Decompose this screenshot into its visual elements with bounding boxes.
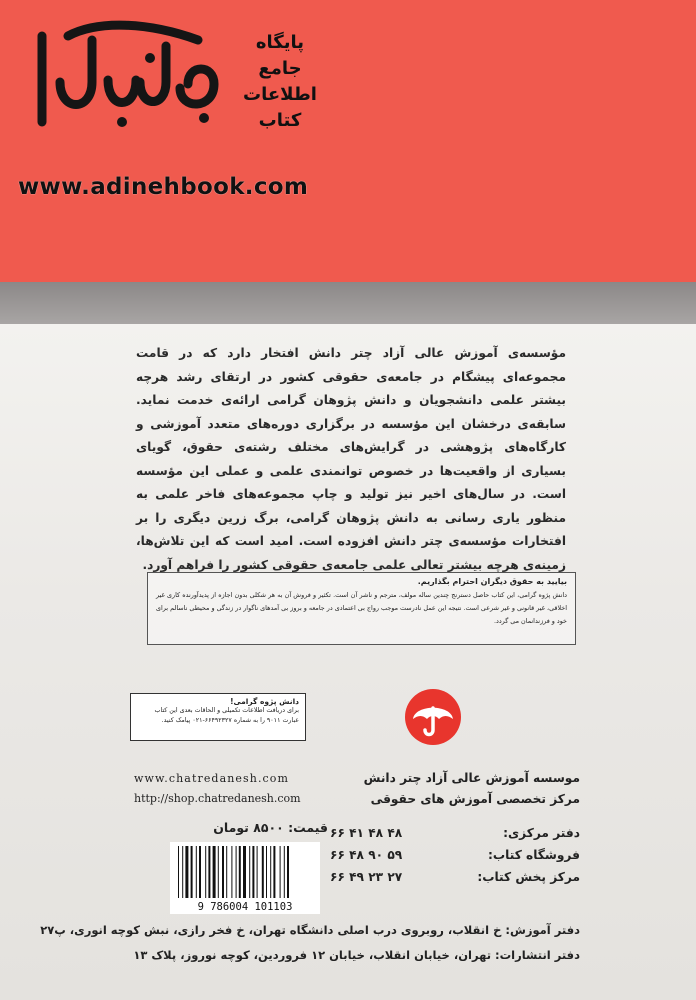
contact-number: ۶۶ ۴۹ ۲۳ ۲۷ (330, 870, 403, 884)
barcode-bar (239, 846, 241, 898)
barcode-bar (178, 846, 179, 898)
barcode-bar (284, 846, 285, 898)
isbn-barcode (170, 842, 320, 914)
barcode-bar (231, 846, 232, 898)
adinehbook-url[interactable]: www.adinehbook.com (18, 174, 309, 200)
barcode-bar (266, 846, 267, 898)
copyright-notice-box (147, 572, 576, 645)
barcode-bar (218, 846, 219, 898)
tagline-line: جامع (258, 58, 302, 79)
barcode-bar (270, 846, 271, 898)
barcode-bar (273, 846, 275, 898)
umbrella-logo-icon (404, 688, 462, 746)
barcode-bar (249, 846, 250, 898)
contact-row (330, 826, 580, 848)
barcode-bar (262, 846, 264, 898)
contact-label: مرکز پخش کتاب: (477, 870, 580, 884)
gray-divider-band (0, 282, 696, 324)
contact-label: فروشگاه کتاب: (488, 848, 580, 862)
website-url[interactable]: www.chatredanesh.com (134, 772, 290, 785)
tagline-line: پایگاه (255, 32, 305, 53)
barcode-bar (199, 846, 201, 898)
tagline-line: اطلاعات (243, 84, 317, 105)
barcode-bar (287, 846, 289, 898)
notice-body: دانش پژوه گرامی، این کتاب حاصل دسترنج چندین ساله مولف، مترجم و ناشر آن است. تکثیر و فروش آن به هر شکلی بدون اجازه از پدیدآورنده کاری غیر اخلاقی، غیر قانونی و غیر شرعی است. نتیجه این عمل نادرست موجب رواج بی اعتمادی در جامعه و بروز بی آمدهای ناگوار در زندگی و محیطی ناسالم برای خود و فرزندانمان می گردد. (156, 591, 567, 625)
contact-label: دفتر مرکزی: (503, 826, 580, 840)
intro-paragraph: مؤسسه‌ی آموزش عالی آزاد چتر دانش افتخار دارد که در قامت مجموعه‌ای پیشگام در جامعه‌ی حقوقی کشور در ارتقای رشد هرچه بیشتر علمی دانشجویان و دانش پژوهان گرامی ارائه‌ی خدمت نماید. سابقه‌ی درخشان این مؤسسه در برگزاری دوره‌های متعدد آموزشی و کارگاه‌های پژوهشی در گرایش‌های مختلف رشته‌ی حقوق، گویای بسیاری از واقعیت‌ها در خصوص توانمندی علمی و عملی این مؤسسه است. در سال‌های اخیر نیز تولید و چاپ مجموعه‌های فاخر علمی به منظور یاری رسانی به دانش پژوهان گرامی، برگ زرین دیگری را بر افتخارات مؤسسه‌ی چتر دانش افزوده است. امید است که این تلاش‌ها، زمینه‌ی هرچه بیشتر تعالی علمی جامعه‌ی حقوقی کشور را فراهم آورد. (136, 346, 566, 572)
barcode-number: 9 786004 101103 (197, 901, 293, 913)
education-office-address: دفتر آموزش: خ انقلاب، روبروی درب اصلی دانشگاه تهران، خ فخر رازی، نبش کوچه انوری، پ۲۷ (40, 923, 580, 937)
barcode-bar (226, 846, 227, 898)
tagline-line: کتاب (258, 110, 302, 131)
logo-tagline (230, 30, 330, 134)
barcode-bar (257, 846, 258, 898)
barcode-bar (236, 846, 237, 898)
price-label: قیمت: ۸۵۰۰ تومان (213, 820, 328, 835)
contact-list (330, 826, 580, 892)
supplement-box (130, 693, 306, 741)
supplement-title: دانش پژوه گرامی! (230, 697, 299, 706)
contact-number: ۶۶ ۴۸ ۹۰ ۵۹ (330, 848, 403, 862)
notice-title: بیایید به حقوق دیگران احترام بگذاریم. (417, 577, 567, 586)
supplement-body: برای دریافت اطلاعات تکمیلی و الحاقات بعدی این کتاب عبارت ۹۰۱۱ را به شماره ۶۶۴۹۲۳۲۷-۰۲۱ پیامک کنید. (154, 707, 299, 724)
institute-name (332, 768, 580, 810)
barcode-bar (252, 846, 254, 898)
barcode-bar (213, 846, 216, 898)
barcode-bar (243, 846, 246, 898)
contact-row (330, 870, 580, 892)
publications-office-address: دفتر انتشارات: تهران، خیابان انقلاب، خیابان ۱۲ فروردین، کوچه نوروز، پلاک ۱۳ (133, 948, 580, 962)
barcode-bar (222, 846, 224, 898)
contact-row (330, 848, 580, 870)
barcode-bar (185, 846, 188, 898)
barcode-bar (182, 846, 183, 898)
shop-url[interactable]: http://shop.chatredanesh.com (134, 792, 301, 805)
adinehbook-script-logo (28, 18, 224, 136)
barcode-bar (280, 846, 281, 898)
barcode-bar (196, 846, 197, 898)
institute-name-line: موسسه آموزش عالی آزاد چتر دانش (363, 771, 580, 785)
institute-subtitle: مرکز تخصصی آموزش های حقوقی (370, 792, 580, 806)
address-block (40, 918, 580, 968)
contact-number: ۶۶ ۴۱ ۴۸ ۴۸ (330, 826, 403, 840)
barcode-bar (205, 846, 206, 898)
barcode-bar (208, 846, 210, 898)
barcode-bar (191, 846, 193, 898)
